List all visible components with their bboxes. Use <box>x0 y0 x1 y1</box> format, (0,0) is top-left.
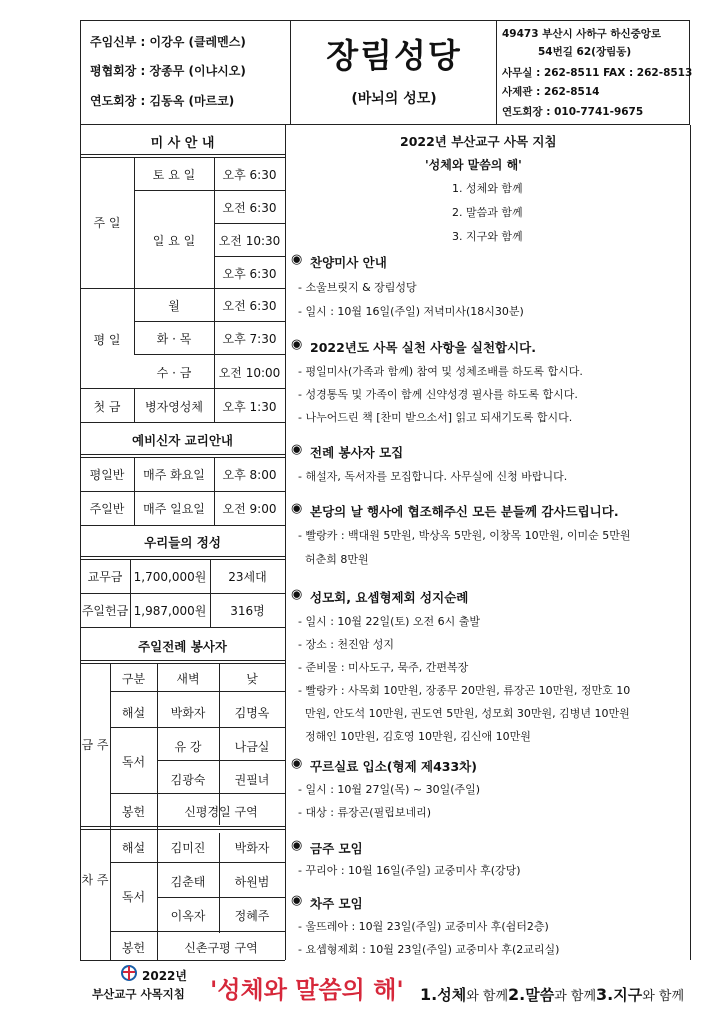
pastoral-subtitle: '성체와 말씀의 해' <box>425 158 522 172</box>
catechism-time: 오전 9:00 <box>222 502 277 516</box>
mass-day: 일 요 일 <box>152 234 196 248</box>
mass-time: 오전 6:30 <box>222 299 277 313</box>
rule <box>80 829 285 830</box>
rule <box>157 897 285 898</box>
rule <box>134 354 285 355</box>
rule <box>80 454 285 455</box>
parish-subtitle: (바뇌의 성모) <box>351 91 437 107</box>
footer-item-num: 1. <box>420 985 438 1004</box>
offering-label: 교무금 <box>87 570 123 584</box>
notice-line: - 나누어드린 책 [찬미 받으소서] 읽고 되새기도록 합시다. <box>298 411 573 424</box>
notice-bullet-icon: ◉ <box>291 442 303 457</box>
pastoral-item: 1. 성체와 함께 <box>452 182 523 195</box>
notice-bullet-icon: ◉ <box>291 587 303 602</box>
footer-item-num: 3. <box>596 985 614 1004</box>
footer-item-rest: 과 함께 <box>554 989 597 1004</box>
rule <box>80 154 285 155</box>
notice-bullet-icon: ◉ <box>291 893 303 908</box>
servers-header-dawn: 새벽 <box>176 672 200 686</box>
notice-line: - 해설자, 독서자를 모집합니다. 사무실에 신청 바랍니다. <box>298 470 568 483</box>
diocese-logo-icon <box>118 964 140 982</box>
association-president-role: 연도회장 : 김동옥 (마르코) <box>90 94 235 108</box>
notice-title: 2022년도 사목 실천 사항을 실천합시다. <box>310 340 536 355</box>
server-dawn: 김춘태 <box>170 875 206 889</box>
notice-line: - 소울브릿지 & 장림성당 <box>298 281 417 294</box>
offering-amount: 1,987,000원 <box>133 604 207 618</box>
notice-title: 금주 모임 <box>310 841 363 856</box>
catechism-day: 매주 화요일 <box>143 468 205 482</box>
mass-group-first-friday: 첫 금 <box>93 400 121 414</box>
offering-count: 316명 <box>230 604 265 618</box>
mass-time: 오전 6:30 <box>222 201 277 215</box>
footer-item-key: 성체 <box>437 986 467 1004</box>
rule <box>80 388 285 389</box>
notice-line: - 울뜨레아 : 10월 23일(주일) 교중미사 후(쉼터2층) <box>298 920 549 933</box>
server-dawn: 이옥자 <box>170 909 206 923</box>
rule <box>157 760 285 761</box>
rule <box>110 793 285 794</box>
pastoral-title: 2022년 부산교구 사목 지침 <box>400 134 557 149</box>
offering-amount: 1,700,000원 <box>133 570 207 584</box>
header-divider-right <box>496 20 497 125</box>
association-phone: 연도회장 : 010-7741-9675 <box>502 106 644 118</box>
slogan-quote-open: ' <box>210 976 218 1004</box>
servers-this-week-label: 금 주 <box>81 738 109 752</box>
server-day: 정혜주 <box>234 909 270 923</box>
rectory-phone: 사제관 : 262-8514 <box>502 86 600 98</box>
mass-time: 오전 10:00 <box>218 366 281 380</box>
servers-title: 주일전례 봉사자 <box>138 639 227 654</box>
notice-line: - 대상 : 류장곤(필립보네리) <box>298 806 432 819</box>
parish-name: 장림성당 <box>326 36 462 75</box>
notice-line: - 성경통독 및 가족이 함께 신약성경 필사를 하도록 합시다. <box>298 388 578 401</box>
server-dawn: 유 강 <box>174 740 202 754</box>
mass-time: 오후 1:30 <box>222 400 277 414</box>
rule <box>80 559 285 560</box>
rule <box>110 931 285 932</box>
rule <box>80 525 285 526</box>
notice-line: - 빨랑카 : 사목회 10만원, 장종무 20만원, 류장곤 10만원, 정만호 10 <box>298 684 631 697</box>
rule <box>110 727 285 728</box>
rule <box>80 422 285 423</box>
notice-line: 허춘희 8만원 <box>298 553 369 566</box>
notice-title: 전례 봉사자 모집 <box>310 445 404 460</box>
rule <box>80 556 285 557</box>
server-dawn: 김광숙 <box>170 773 206 787</box>
server-day: 하원범 <box>234 875 270 889</box>
rule <box>214 223 285 224</box>
mass-time: 오후 7:30 <box>222 332 277 346</box>
notice-line: - 일시 : 10월 22일(토) 오전 6시 출발 <box>298 615 480 628</box>
server-role: 독서 <box>121 890 146 904</box>
server-role: 해설 <box>121 841 146 855</box>
catechism-day: 매주 일요일 <box>143 502 205 516</box>
rule <box>134 190 285 191</box>
notice-line: - 준비물 : 미사도구, 묵주, 간편복장 <box>298 661 469 674</box>
notice-bullet-icon: ◉ <box>291 756 303 771</box>
notice-line: - 일시 : 10월 27일(목) ~ 30일(주일) <box>298 783 481 796</box>
notice-line: - 평일미사(가족과 함께) 참여 및 성체조배를 하도록 합시다. <box>298 365 583 378</box>
notice-line: 만원, 안도석 10만원, 권도연 5만원, 성모회 30만원, 김병년 10만원 <box>298 707 630 720</box>
mass-day: 수 · 금 <box>156 366 192 380</box>
rule <box>110 862 285 863</box>
notice-bullet-icon: ◉ <box>291 501 303 516</box>
notice-line: - 일시 : 10월 16일(주일) 저녁미사(18시30분) <box>298 305 524 318</box>
footer-item-3 <box>596 984 684 1005</box>
notice-line: - 꾸리아 : 10월 16일(주일) 교중미사 후(강당) <box>298 864 521 877</box>
footer-item-rest: 와 함께 <box>466 989 509 1004</box>
offering-count: 23세대 <box>228 570 267 584</box>
footer-item-key: 말씀 <box>525 986 555 1004</box>
office-phone: 사무실 : 262-8511 FAX : 262-8513 <box>502 67 693 79</box>
notice-bullet-icon: ◉ <box>291 252 303 267</box>
notice-title: 꾸르실료 입소(형제 제433차) <box>310 759 477 774</box>
left-column-right-border <box>285 125 286 960</box>
council-president-role: 평협회장 : 장종무 (이냐시오) <box>90 64 246 78</box>
rule <box>80 157 285 158</box>
notice-bullet-icon: ◉ <box>291 838 303 853</box>
notice-bullet-icon: ◉ <box>291 337 303 352</box>
rule <box>80 491 285 492</box>
mass-schedule-title: 미 사 안 내 <box>150 136 215 151</box>
server-day: 김명옥 <box>234 706 270 720</box>
pastor-role: 주임신부 : 이강우 (클레멘스) <box>90 35 246 49</box>
server-offertory-group: 신평경일 구역 <box>184 805 258 819</box>
footer-item-1 <box>420 984 508 1005</box>
notice-line: 정해인 10만원, 김호영 10만원, 김신애 10만원 <box>298 730 531 743</box>
footer-diocese: 부산교구 사목지침 <box>92 987 185 1001</box>
notice-line: - 장소 : 천진암 성지 <box>298 638 395 651</box>
server-day: 권필녀 <box>234 773 270 787</box>
server-role: 독서 <box>121 755 146 769</box>
rule <box>110 691 285 692</box>
rule <box>80 826 285 827</box>
rule <box>80 660 285 661</box>
rule <box>214 157 215 422</box>
footer-item-2 <box>508 984 596 1005</box>
server-dawn: 김미진 <box>170 841 206 855</box>
footer-slogan <box>210 970 404 1005</box>
rule <box>80 627 285 628</box>
footer-item-rest: 와 함께 <box>642 989 685 1004</box>
right-column-border <box>690 125 691 960</box>
rule <box>80 288 285 289</box>
address-line-2: 54번길 62(장림동) <box>538 46 632 58</box>
notice-title: 찬양미사 안내 <box>310 255 387 270</box>
rule <box>214 256 285 257</box>
catechism-group: 평일반 <box>89 468 125 482</box>
mass-time: 오후 6:30 <box>222 267 277 281</box>
footer-item-key: 지구 <box>613 986 643 1004</box>
slogan-suffix: 의 해 <box>341 976 397 1004</box>
catechism-group: 주일반 <box>89 502 125 516</box>
rule <box>134 157 135 354</box>
left-column-bottom <box>80 960 285 961</box>
slogan-word-eucharist: 성체 <box>217 976 264 1004</box>
server-day: 나금실 <box>234 740 270 754</box>
mass-day: 병자영성체 <box>145 400 203 414</box>
server-offertory-group: 신촌구평 구역 <box>184 941 258 955</box>
footer-year: 2022년 <box>142 969 187 983</box>
pastoral-item: 2. 말씀과 함께 <box>452 206 523 219</box>
server-dawn: 박화자 <box>170 706 206 720</box>
slogan-particle: 와 <box>263 976 296 1004</box>
slogan-word-word: 말씀 <box>295 976 342 1004</box>
server-role: 봉헌 <box>121 941 146 955</box>
notice-title: 본당의 날 행사에 협조해주신 모든 분들께 감사드립니다. <box>310 504 619 519</box>
offering-label: 주일헌금 <box>81 604 129 618</box>
notice-title: 성모회, 요셉형제회 성지순례 <box>310 590 469 605</box>
notice-title: 차주 모임 <box>310 896 363 911</box>
servers-header-division: 구분 <box>121 672 146 686</box>
pastoral-item: 3. 지구와 함께 <box>452 230 523 243</box>
server-role: 봉헌 <box>121 805 146 819</box>
notice-line: - 요셉형제회 : 10월 23일(주일) 교중미사 후(2교리실) <box>298 943 560 956</box>
slogan-quote-close: ' <box>396 976 404 1004</box>
catechism-title: 예비신자 교리안내 <box>132 433 233 448</box>
catechism-time: 오후 8:00 <box>222 468 277 482</box>
rule <box>80 593 285 594</box>
offerings-title: 우리들의 정성 <box>144 535 221 550</box>
notice-line: - 빨랑카 : 백대원 5만원, 박상옥 5만원, 이창목 10만원, 이미순 5만원 <box>298 529 631 542</box>
server-role: 해설 <box>121 706 146 720</box>
mass-group-sunday: 주 일 <box>93 216 121 230</box>
servers-next-week-label: 차 주 <box>81 873 109 887</box>
header-divider-left <box>290 20 291 125</box>
mass-time: 오후 6:30 <box>222 168 277 182</box>
mass-group-weekday: 평 일 <box>93 333 121 347</box>
mass-day: 토 요 일 <box>152 168 196 182</box>
servers-header-day: 낮 <box>246 672 258 686</box>
mass-day: 월 <box>168 299 180 313</box>
address-line-1: 49473 부산시 사하구 하신중앙로 <box>502 28 662 40</box>
rule <box>80 457 285 458</box>
rule <box>134 321 285 322</box>
footer-item-num: 2. <box>508 985 526 1004</box>
mass-time: 오전 10:30 <box>218 234 281 248</box>
mass-day: 화 · 목 <box>156 332 192 346</box>
server-day: 박화자 <box>234 841 270 855</box>
